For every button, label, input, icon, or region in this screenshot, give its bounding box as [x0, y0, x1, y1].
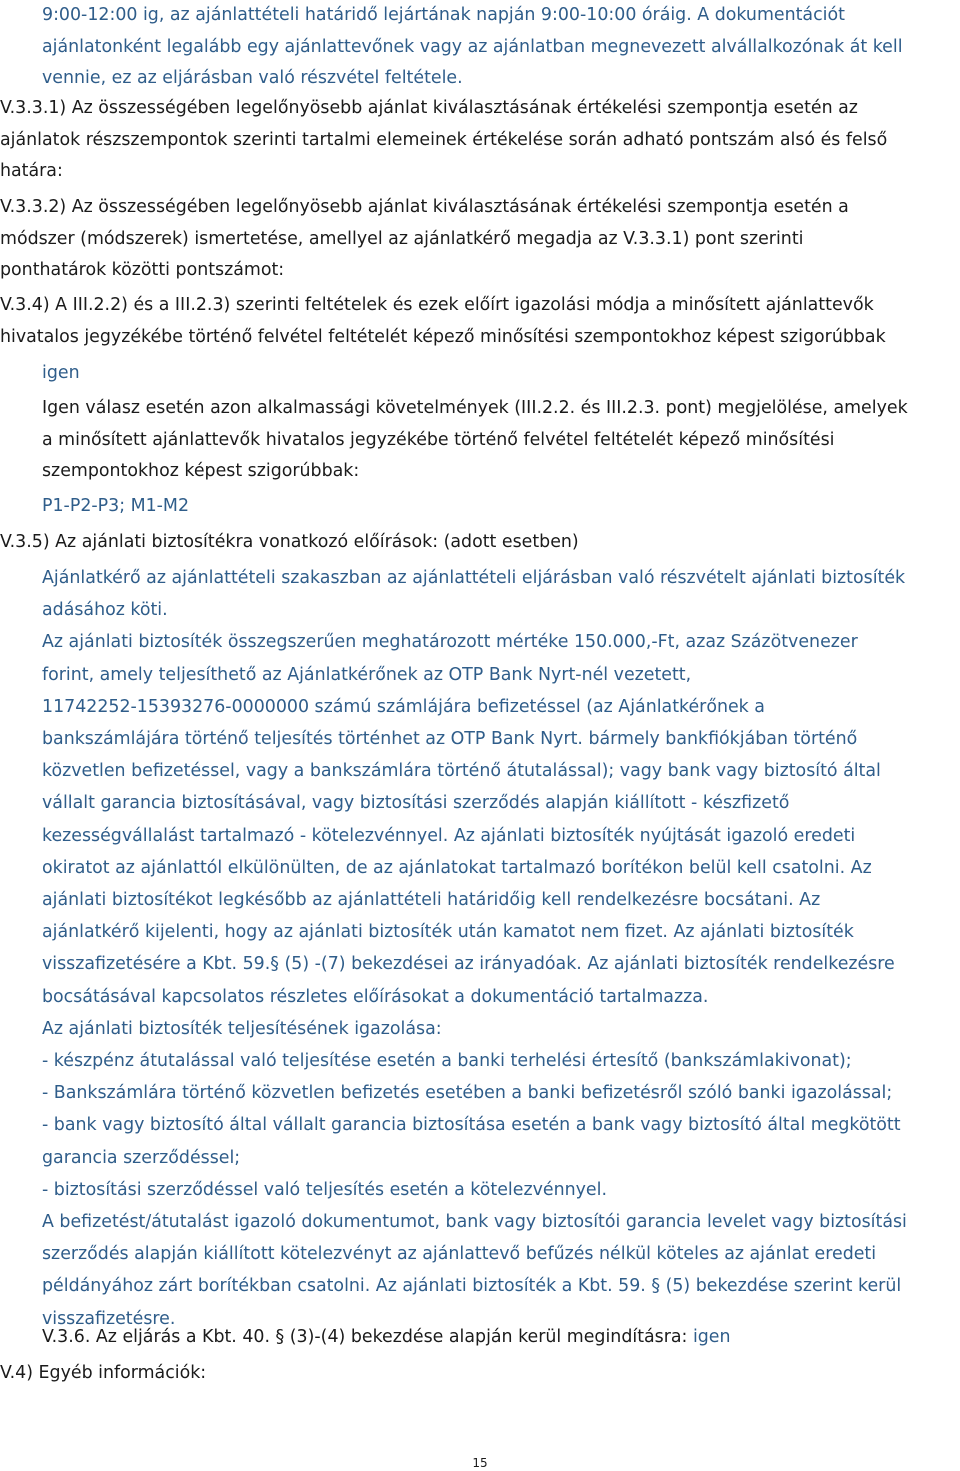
section-v34-detail: Igen válasz esetén azon alkalmassági követelmények (III.2.2. és III.2.3. pont) megjelölése, amelyek a minősített ajánlattevők hivatalos jegyzékébe történő felvétel feltételét képező minősítési szempontokhoz képest szigorúbbak:: [42, 398, 908, 481]
section-v34-detail-answer: P1-P2-P3; M1-M2: [42, 496, 190, 516]
section-v332: V.3.3.2) Az összességében legelőnyösebb ajánlat kiválasztásának értékelési szempontja esetén a módszer (módszerek) ismertetése, amellyel az ajánlatkérő megadja az V.3.3.1) pont szerinti ponthatárok közötti pontszámot:: [0, 197, 849, 280]
section-v35-heading: V.3.5) Az ajánlati biztosítékra vonatkozó előírások: (adott esetben): [0, 532, 579, 552]
section-v34-answer: igen: [42, 363, 80, 383]
page-number: 15: [472, 1456, 488, 1470]
section-v4: V.4) Egyéb információk:: [0, 1363, 207, 1383]
section-v36: [42, 1322, 960, 1354]
section-v331: V.3.3.1) Az összességében legelőnyösebb ajánlat kiválasztásának értékelési szempontja esetén az ajánlatok részszempontok szerinti tartalmi elemeinek értékelése során adható pontszám alsó és felső határa:: [0, 98, 888, 181]
section-v36-answer: igen: [692, 1327, 731, 1347]
intro-paragraph: 9:00-12:00 ig, az ajánlattételi határidő lejártának napján 9:00-10:00 óráig. A dokumentációt ajánlatonként legalább egy ajánlattevőnek vagy az ajánlatban megnevezett alvállalkozónak át kell vennie, ez az eljárásban való részvétel feltétele.: [42, 5, 903, 88]
section-v34: V.3.4) A III.2.2) és a III.2.3) szerinti feltételek és ezek előírt igazolási módja a minősített ajánlattevők hivatalos jegyzékébe történő felvétel feltételét képező minősítési szempontokhoz képest szigorúbbak: [0, 295, 886, 347]
section-v36-label: V.3.6. Az eljárás a Kbt. 40. § (3)-(4) bekezdése alapján kerül megindításra:: [42, 1327, 693, 1347]
section-v35-body: Ajánlatkérő az ajánlattételi szakaszban az ajánlattételi eljárásban való részvételt ajánlati biztosíték adásához köti. Az ajánlati biztosíték összegszerűen meghatározott mértéke 150.000,-Ft, azaz Százötvenezer forint, amely teljesíthető az Ajánlatkérőnek az OTP Bank Nyrt-nél vezetett, 11742252-15393276-0000000 számú számlájára befizetéssel (az Ajánlatkérőnek a bankszámlájára történő teljesítés történhet az OTP Bank Nyrt. bármely bankfiókjában történő közvetlen befizetéssel, vagy a bankszámlára történő átutalással); vagy bank vagy biztosító által vállalt garancia biztosításával, vagy biztosítási szerződés alapján kiállított - készfizető kezességvállalást tartalmazó - kötelezvénnyel. Az ajánlati biztosíték nyújtását igazoló eredeti okiratot az ajánlattól elkülönülten, de az ajánlatokat tartalmazó borítékon belül kell csatolni. Az ajánlati biztosítékot legkésőbb az ajánlattételi határidőig kell rendelkezésre bocsátani. Az ajánlatkérő kijelenti, hogy az ajánlati biztosíték után kamatot nem fizet. Az ajánlati biztosíték visszafizetésére a Kbt. 59.§ (5) -(7) bekezdései az irányadóak. Az ajánlati biztosíték rendelkezésre bocsátásával kapcsolatos részletes előírásokat a dokumentáció tartalmazza. Az ajánlati biztosíték teljesítésének igazolása: - készpénz átutalással való teljesítése esetén a banki terhelési értesítő (bankszámlakivonat); - Bankszámlára történő közvetlen befizetés esetében a banki befizetésről szóló banki igazolással; - bank vagy biztosító által vállalt garancia biztosítása esetén a bank vagy biztosító által megkötött garancia szerződéssel; - biztosítási szerződéssel való teljesítés esetén a kötelezvénnyel. A befizetést/átutalást igazoló dokumentumot, bank vagy biztosítói garancia levelet vagy biztosítási szerződés alapján kiállított kötelezvényt az ajánlattevő befűzés nélkül köteles az ajánlat eredeti példányához zárt borítékban csatolni. Az ajánlati biztosíték a Kbt. 59. § (5) bekezdése szerint kerül visszafizetésre.: [42, 568, 907, 1329]
